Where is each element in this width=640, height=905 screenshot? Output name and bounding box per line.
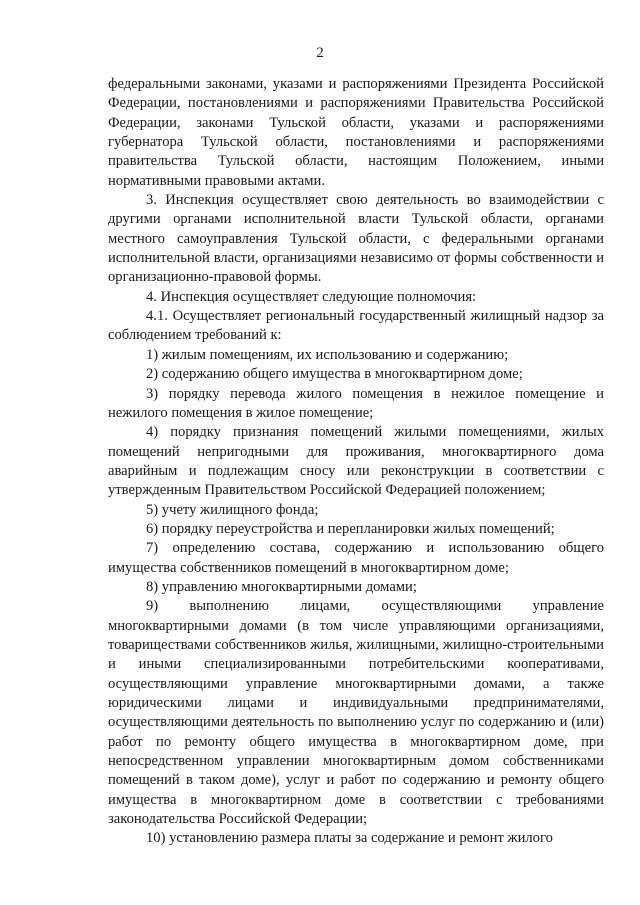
document-body <box>108 75 604 849</box>
list-item-4: 4) порядку признания помещений жилыми помещениями, жилых помещений непригодными для проживания, многоквартирного дома аварийным и подлежащим сносу или реконструкции в соответствии с утвержденным Правительством Российской Федерацией положением; <box>108 424 604 499</box>
paragraph-item-4-1: 4.1. Осуществляет региональный государственный жилищный надзор за соблюдением требований к: <box>108 308 604 344</box>
list-item-1: 1) жилым помещениям, их использованию и содержанию; <box>146 346 509 363</box>
list-item-3: 3) порядку перевода жилого помещения в нежилое помещение и нежилого помещения в жилое помещение; <box>108 385 604 421</box>
paragraph-item-3: 3. Инспекция осуществляет свою деятельность во взаимодействии с другими органами исполнительной власти Тульской области, органами местного самоуправления Тульской области, с федеральными органами исполнительной власти, организациями независимо от формы собственности и организационно-правовой формы. <box>108 192 604 286</box>
list-item-7: 7) определению состава, содержанию и использованию общего имущества собственников помещений в многоквартирном доме; <box>108 540 604 576</box>
page-number: 2 <box>316 45 324 61</box>
list-item-5: 5) учету жилищного фонда; <box>146 501 319 518</box>
list-item-10: 10) установлению размера платы за содержание и ремонт жилого <box>146 830 553 847</box>
list-item-2: 2) содержанию общего имущества в многоквартирном доме; <box>146 366 523 383</box>
list-item-9: 9) выполнению лицами, осуществляющими управление многоквартирными домами (в том числе управляющими организациями, товариществами собственников жилья, жилищными, жилищно-строительными и иными специализированными потребительскими кооперативами, осуществляющими управление многоквартирными домами, а также юридическими лицами и индивидуальными предпринимателями, осуществляющими деятельность по выполнению услуг по содержанию и (или) работ по ремонту общего имущества в многоквартирном доме, при непосредственном управлении многоквартирным домом собственниками помещений в таком доме), услуг и работ по содержанию и ремонту общего имущества в многоквартирном доме в соответствии с требованиями законодательства Российской Федерации; <box>108 598 604 828</box>
list-item-8: 8) управлению многоквартирными домами; <box>146 578 417 595</box>
list-item-6: 6) порядку переустройства и перепланировки жилых помещений; <box>146 520 555 537</box>
paragraph-item-4: 4. Инспекция осуществляет следующие полномочия: <box>146 288 477 305</box>
paragraph-continuation: федеральными законами, указами и распоряжениями Президента Российской Федерации, постановлениями и распоряжениями Правительства Российской Федерации, законами Тульской области, указами и распоряжениями губернатора Тульской области, постановлениями и распоряжениями правительства Тульской области, настоящим Положением, иными нормативными правовыми актами. <box>108 76 604 189</box>
